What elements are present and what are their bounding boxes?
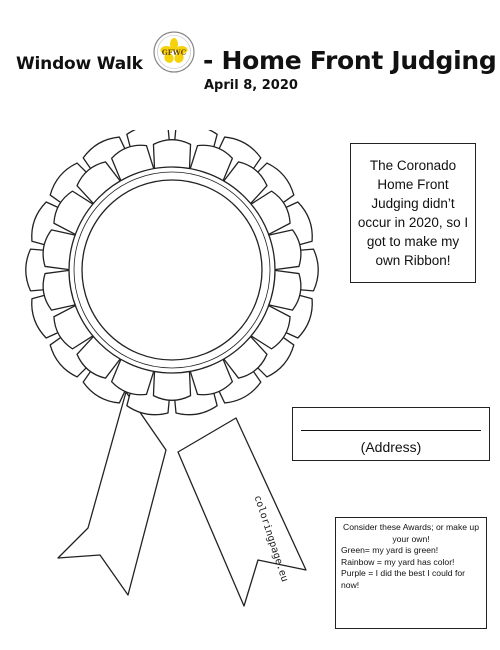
awards-line-rainbow: Rainbow = my yard has color! — [341, 556, 455, 567]
note-box — [350, 143, 476, 283]
awards-line-purple: Purple = I did the best I could for now! — [341, 568, 465, 590]
address-underline — [301, 430, 481, 431]
header-home-front-judging: - Home Front Judging — [203, 46, 497, 75]
note-text: The Coronado Home Front Judging didn’t occur in 2020, so I got to make my own Ribbon! — [357, 158, 469, 268]
awards-title: Consider these Awards; or make up your own! — [343, 522, 479, 544]
awards-line-green: Green= my yard is green! — [341, 545, 439, 555]
watermark-text: coloringpage.eu — [251, 494, 290, 584]
ribbon-coloring-illustration — [18, 130, 344, 610]
awards-box — [335, 517, 487, 629]
gfwc-logo-icon — [152, 30, 196, 74]
header-window-walk: Window Walk — [16, 54, 143, 74]
address-label: (Address) — [360, 439, 422, 455]
address-box — [292, 407, 490, 461]
logo-text: GFWC — [161, 48, 187, 57]
header-date: April 8, 2020 — [204, 78, 298, 93]
